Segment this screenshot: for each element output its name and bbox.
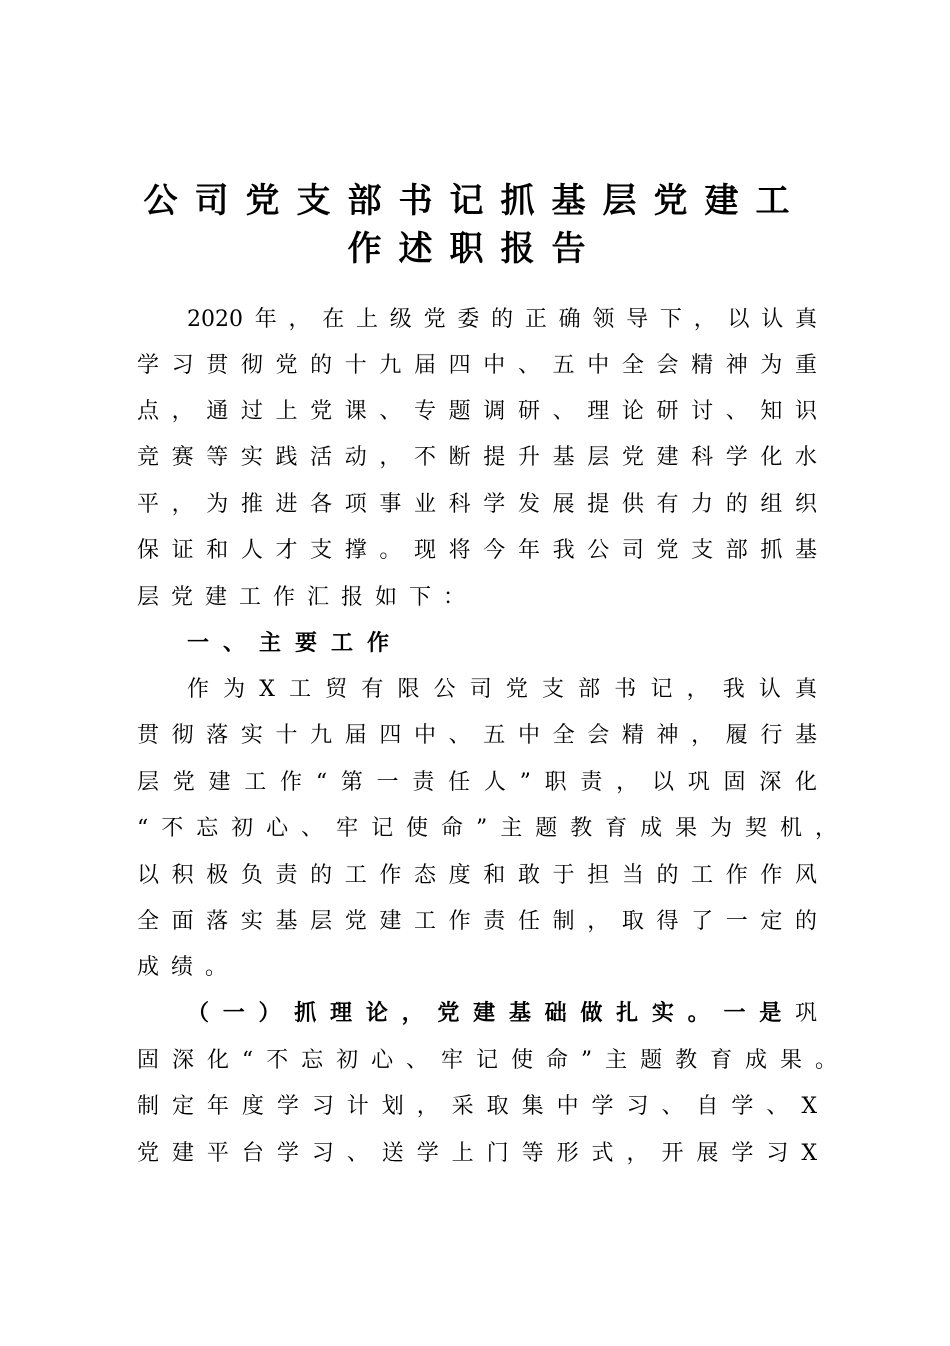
paragraph-line: 点，通过上党课、专题调研、理论研讨、知识 [137,399,817,424]
paragraph-line: 学习贯彻党的十九届四中、五中全会精神为重 [137,353,817,378]
paragraph-line: 固深化“不忘初心、牢记使命”主题教育成果。 [137,1048,837,1073]
paragraph-line: 贯彻落实十九届四中、五中全会精神，履行基 [137,723,817,748]
document-title-line-2: 作述职报告 [347,229,603,269]
subsection-line [187,991,817,1037]
paragraph-line: 层党建工作汇报如下： [137,585,478,610]
paragraph-line: 保证和人才支撑。现将今年我公司党支部抓基 [137,538,817,563]
document-title-line-1: 公司党支部书记抓基层党建工 [143,181,807,221]
paragraph-line: 竞赛等实践活动，不断提升基层党建科学化水 [137,445,817,470]
paragraph-line: 以积极负责的工作态度和敢于担当的工作作风 [137,863,817,888]
subsection-heading: （一）抓理论，党建基础做扎实。一是 [187,1001,795,1026]
paragraph-line: 成绩。 [137,955,240,980]
paragraph-line: 制定年度学习计划，采取集中学习、自学、X [137,1094,817,1119]
paragraph-line: “不忘初心、牢记使命”主题教育成果为契机， [137,816,837,841]
paragraph-line: 平，为推进各项事业科学发展提供有力的组织 [137,492,817,517]
paragraph-line: 层党建工作“第一责任人”职责，以巩固深化 [137,770,817,795]
paragraph-line: 2020年，在上级党委的正确领导下，以认真 [187,307,817,332]
paragraph-line: 作为X工贸有限公司党支部书记，我认真 [187,677,817,702]
subsection-text: 巩 [794,1001,817,1026]
section-heading: 一、主要工作 [187,631,404,656]
paragraph-line: 全面落实基层党建工作责任制，取得了一定的 [137,909,817,934]
paragraph-line: 党建平台学习、送学上门等形式，开展学习X [137,1141,817,1166]
